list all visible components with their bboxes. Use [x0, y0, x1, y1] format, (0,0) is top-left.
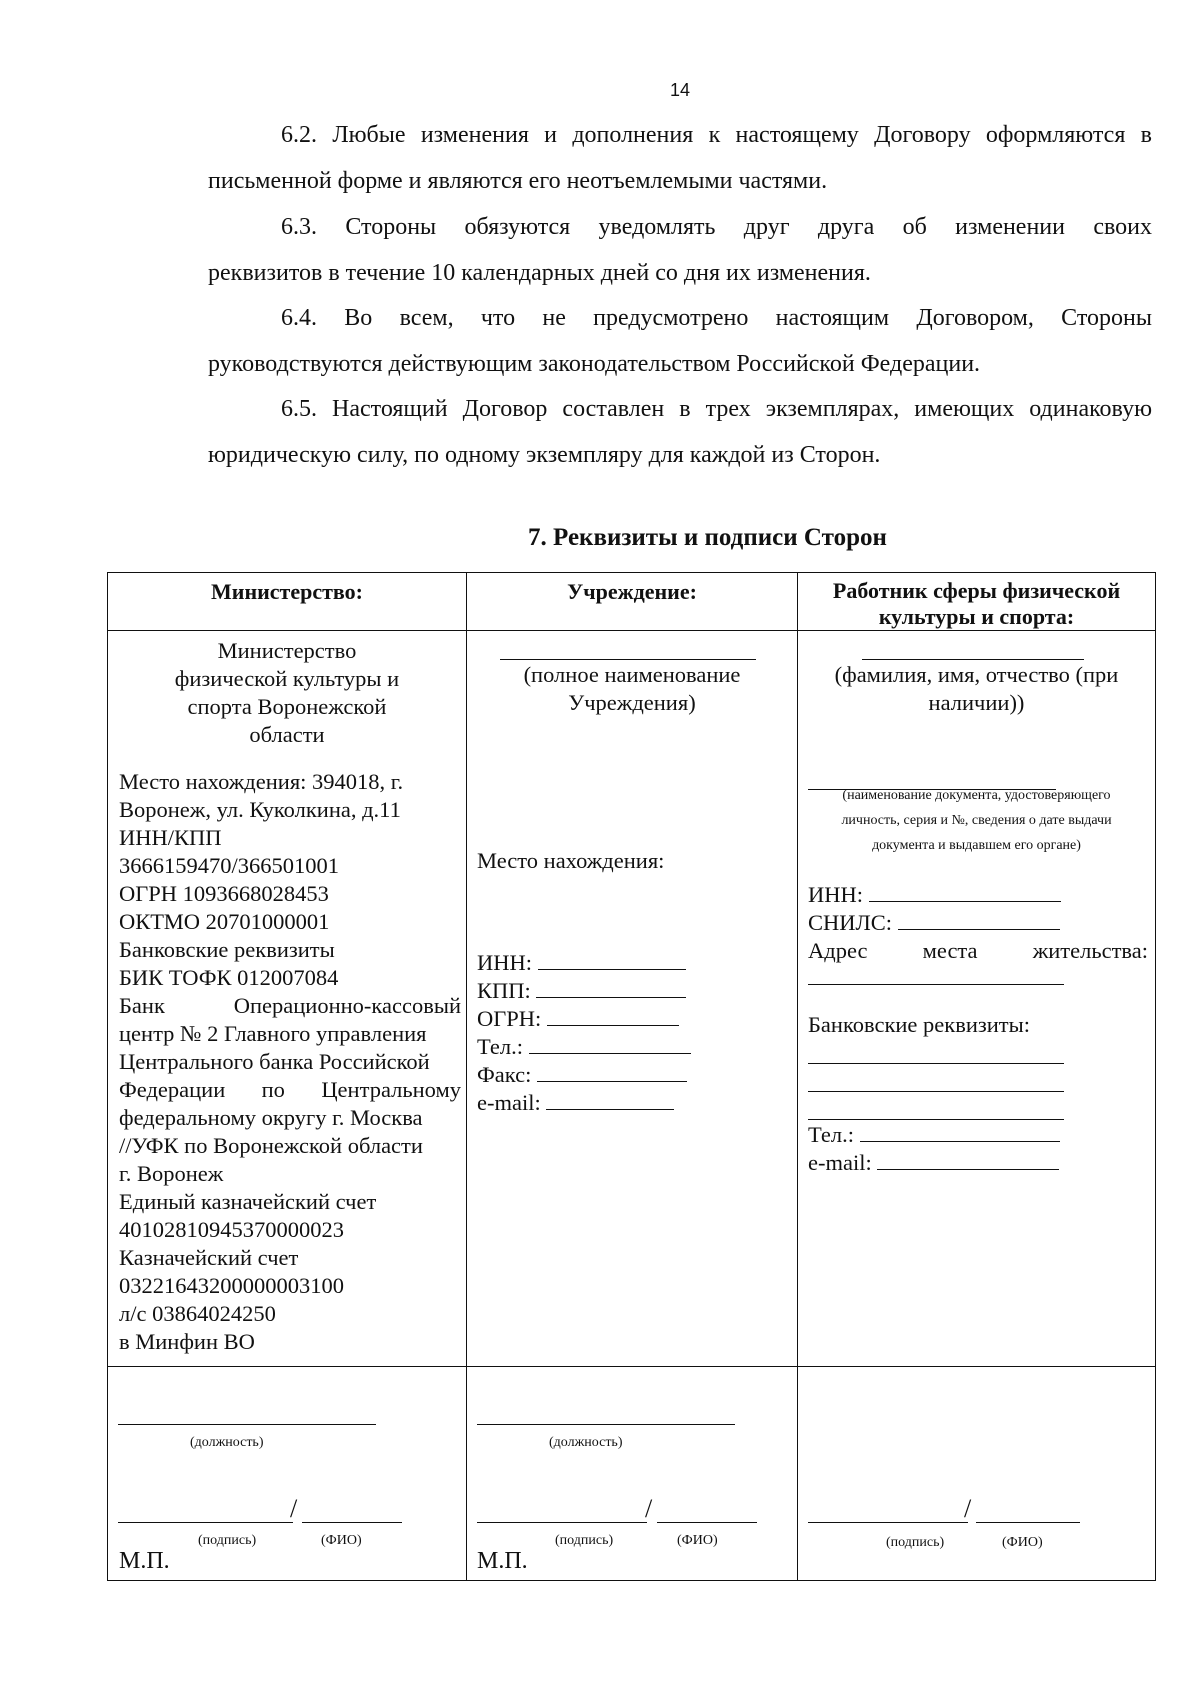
- paragraph-line: юридическую силу, по одному экземпляру для каждой из Сторон.: [208, 442, 881, 468]
- worker-name-hint: (фамилия, имя, отчество (при наличии)): [834, 662, 1119, 715]
- signature-slash: /: [645, 1494, 653, 1523]
- worker-tel-email: Тел.: e-mail:: [808, 1121, 1060, 1177]
- fio-line: [302, 1522, 402, 1523]
- signature-hint: (подпись): [198, 1533, 257, 1548]
- paragraph-6-4: [208, 295, 1152, 387]
- fio-line: [976, 1522, 1080, 1523]
- position-line: [118, 1424, 376, 1425]
- table-signature-row: [108, 1367, 1156, 1581]
- worker-bank-line-1: [808, 1063, 1064, 1064]
- institution-name-hint: (полное наименование Учреждения): [523, 662, 741, 715]
- ogrn-field: [547, 1005, 679, 1026]
- header-ministry: Министерство:: [108, 573, 467, 631]
- position-line: [477, 1424, 735, 1425]
- paragraph-line: 6.2. Любые изменения и дополнения к настоящему Договору оформляются в: [281, 122, 1152, 148]
- position-hint: (должность): [549, 1435, 623, 1450]
- worker-address-line: [808, 984, 1064, 985]
- worker-details: [798, 631, 1156, 1367]
- worker-inn-field: [869, 881, 1061, 902]
- signature-slash: /: [290, 1494, 298, 1523]
- institution-location-label: Место нахождения:: [477, 848, 665, 873]
- worker-bank-label: Банковские реквизиты:: [808, 1012, 1031, 1037]
- tel-field: [529, 1033, 691, 1054]
- worker-contacts: ИНН: СНИЛС: Адрес места жительства:: [808, 882, 1148, 963]
- worker-tel-field: [860, 1121, 1060, 1142]
- signature-hint: (подпись): [886, 1535, 945, 1550]
- institution-name-line: [500, 659, 756, 660]
- ministry-signature: [108, 1367, 467, 1581]
- institution-details: [467, 631, 798, 1367]
- institution-signature: [467, 1367, 798, 1581]
- worker-email-field: [877, 1149, 1059, 1170]
- fio-line: [657, 1522, 757, 1523]
- stamp-label: М.П.: [119, 1548, 170, 1574]
- fio-hint: (ФИО): [321, 1533, 362, 1548]
- paragraph-line: реквизитов в течение 10 календарных дней со дня их изменения.: [208, 260, 871, 286]
- table-header-row: [108, 573, 1156, 631]
- stamp-label: М.П.: [477, 1548, 528, 1574]
- paragraph-6-5: [208, 386, 1152, 478]
- email-field: [546, 1089, 674, 1110]
- signature-line: [118, 1522, 293, 1523]
- worker-bank-line-3: [808, 1119, 1064, 1120]
- paragraph-line: 6.4. Во всем, что не предусмотрено настоящим Договором, Стороны: [281, 305, 1152, 331]
- paragraph-line: 6.3. Стороны обязуются уведомлять друг друга об изменении своих: [281, 214, 1152, 240]
- requisites-table: [107, 572, 1156, 1581]
- header-institution: Учреждение:: [467, 573, 798, 631]
- signature-line: [808, 1522, 968, 1523]
- ministry-name: Министерство физической культуры и спорта Воронежской области: [174, 638, 400, 747]
- institution-contacts: ИНН: КПП: ОГРН: Тел.: Факс: e-mail:: [477, 949, 691, 1117]
- kpp-field: [536, 977, 686, 998]
- fio-hint: (ФИО): [677, 1533, 718, 1548]
- paragraph-6-3: [208, 204, 1152, 296]
- paragraph-line: письменной форме и являются его неотъемлемыми частями.: [208, 168, 828, 194]
- signature-slash: /: [964, 1494, 972, 1523]
- ministry-requisites: Место нахождения: 394018, г. Воронеж, ул. Куколкина, д.11 ИНН/КПП 3666159470/366501001 ОГРН 1093668028453 ОКТМО 20701000001 Банковские реквизиты БИК ТОФК 012007084 Банк Операционно-кассовый центр № 2 Главного управления Центрального банка Российской Федерации по Центральному федеральному округу г. Москва //УФК по Воронежской области г. Воронеж Единый казначейский счет 40102810945370000023 Казначейский счет 03221643200000003100 л/с 03864024250 в Минфин ВО: [119, 769, 461, 1354]
- fio-hint: (ФИО): [1002, 1535, 1043, 1550]
- page-number: 14: [669, 80, 691, 100]
- inn-field: [538, 949, 686, 970]
- fax-field: [537, 1061, 687, 1082]
- paragraph-line: руководствуются действующим законодательством Российской Федерации.: [208, 351, 981, 377]
- worker-bank-line-2: [808, 1091, 1064, 1092]
- signature-line: [477, 1522, 647, 1523]
- worker-signature: [798, 1367, 1156, 1581]
- worker-name-line: [862, 659, 1084, 660]
- paragraph-6-2: [208, 112, 1152, 204]
- ministry-details: [108, 631, 467, 1367]
- position-hint: (должность): [190, 1435, 264, 1450]
- signature-hint: (подпись): [555, 1533, 614, 1548]
- paragraph-line: 6.5. Настоящий Договор составлен в трех экземплярах, имеющих одинаковую: [281, 396, 1152, 422]
- worker-doc-hint: (наименование документа, удостоверяющего личность, серия и №, сведения о дате выдачи документа и выдавшем его органе): [841, 788, 1112, 853]
- section-title: 7. Реквизиты и подписи Сторон: [528, 524, 887, 551]
- table-details-row: [108, 631, 1156, 1367]
- worker-snils-field: [898, 909, 1060, 930]
- header-worker: Работник сферы физической культуры и спорта:: [798, 573, 1156, 631]
